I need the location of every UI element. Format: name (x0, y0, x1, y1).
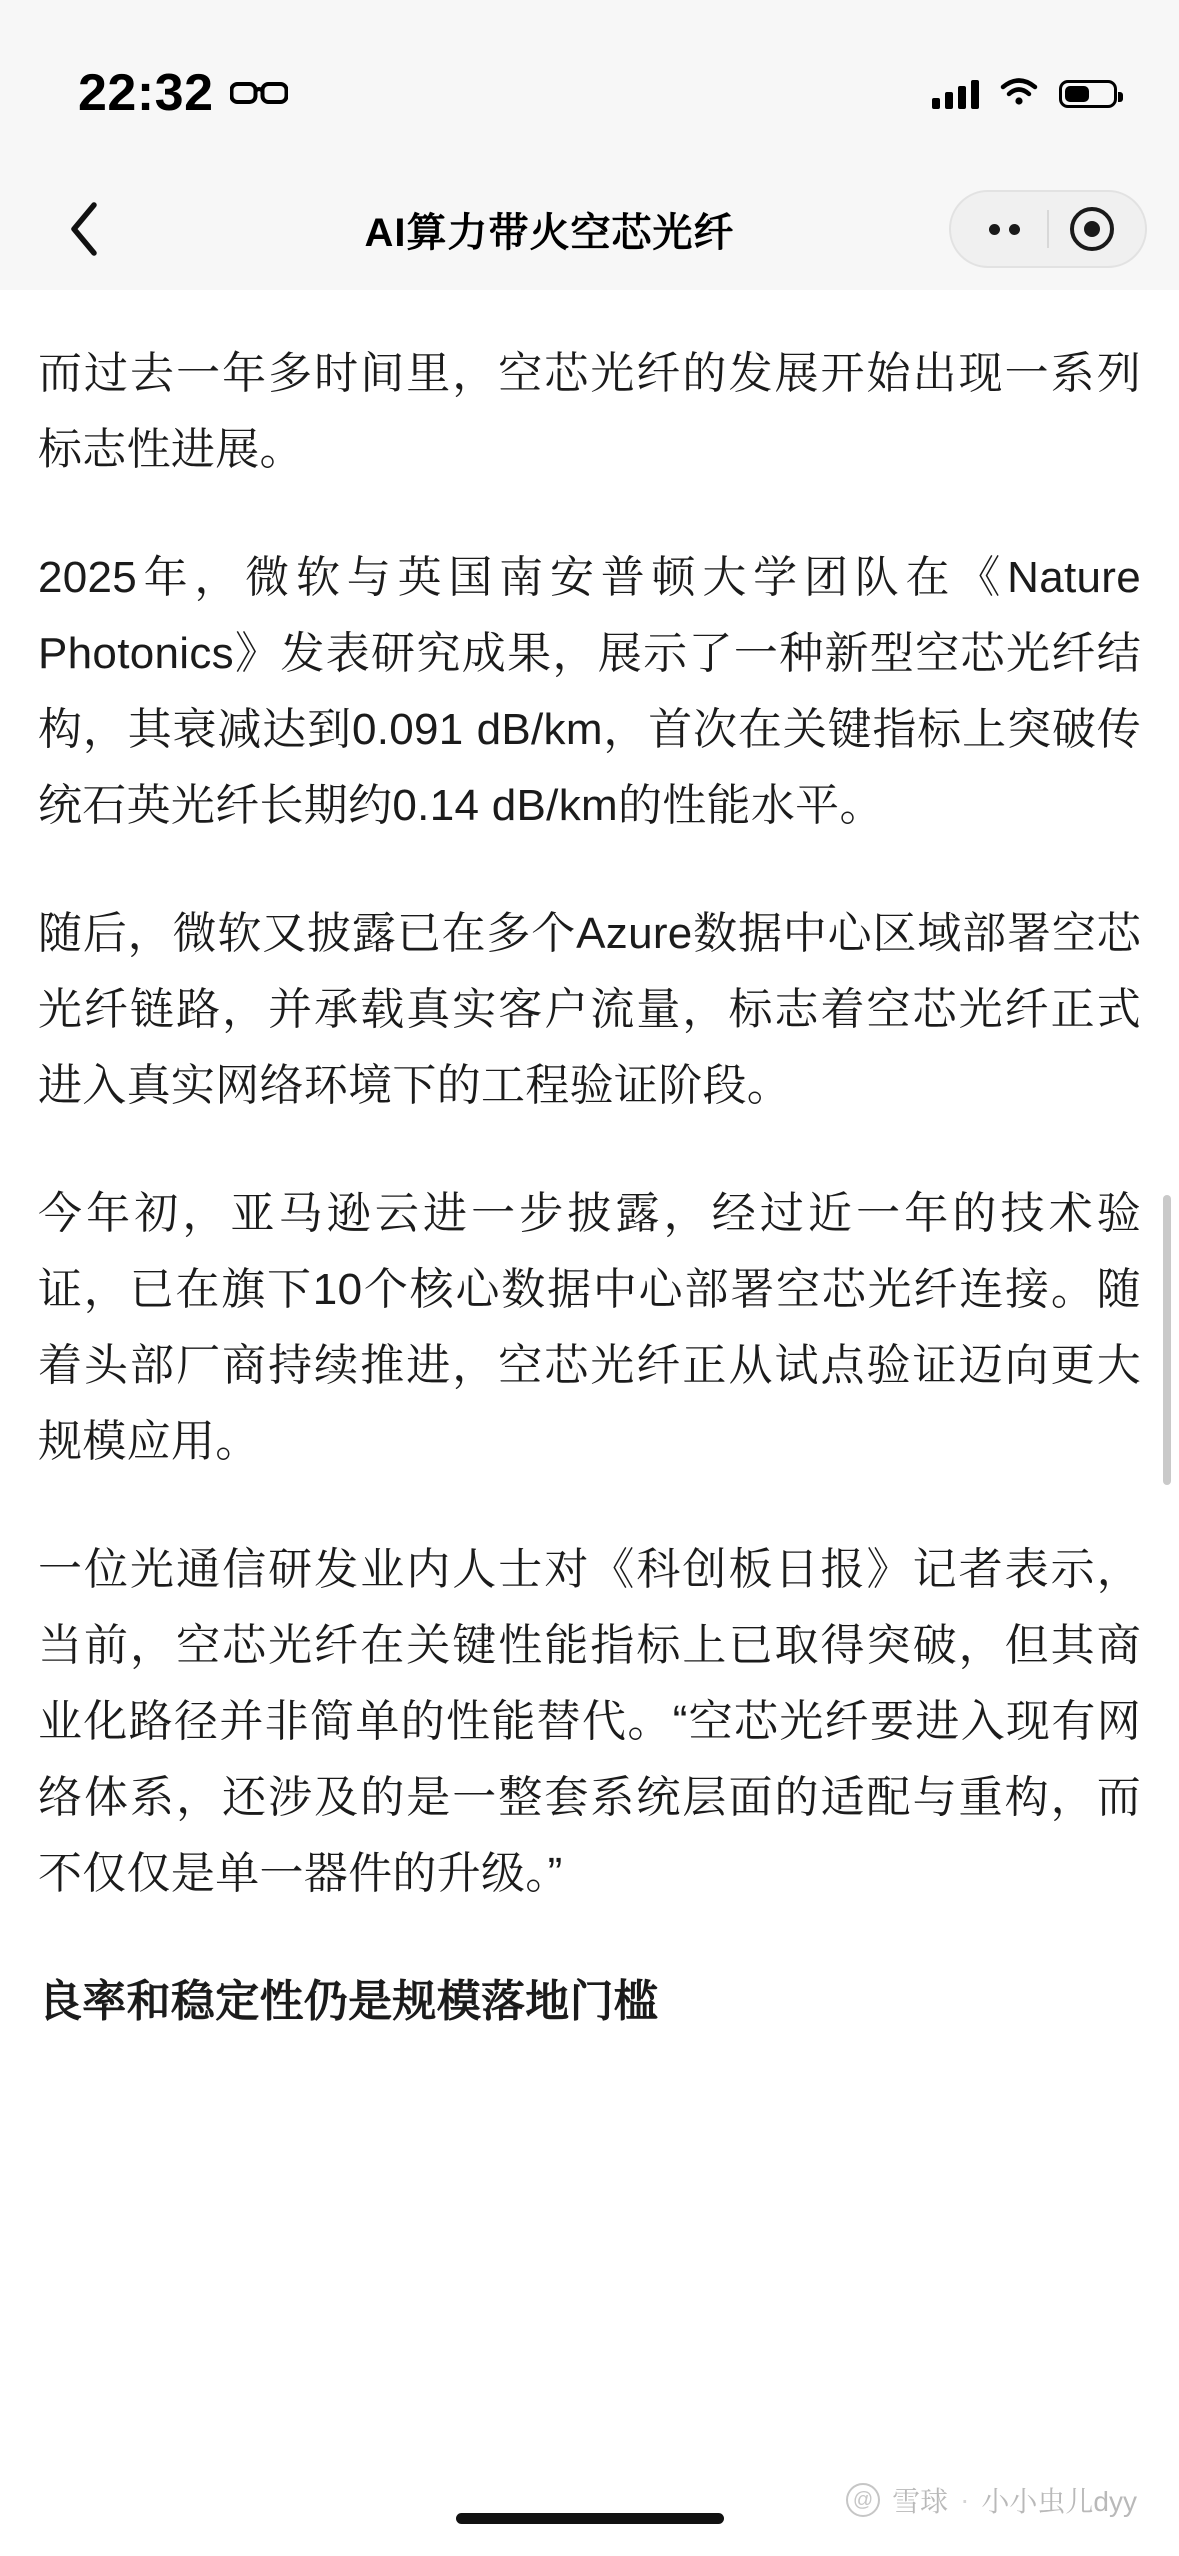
glasses-icon (230, 56, 288, 113)
article-paragraph: 一位光通信研发业内人士对《科创板日报》记者表示，当前，空芯光纤在关键性能指标上已取得突破，但其商业化路径并非简单的性能替代。“空芯光纤要进入现有网络体系，还涉及的是一整套系统层面的适配与重构，而不仅仅是单一器件的升级。” (38, 1545, 1141, 1898)
more-dots-icon[interactable] (961, 190, 1047, 268)
watermark-source: 雪球 (892, 2486, 949, 2517)
target-icon[interactable] (1049, 190, 1135, 268)
battery-icon (1059, 80, 1117, 108)
watermark-user: 小小虫儿dyy (981, 2486, 1137, 2517)
status-bar (0, 0, 1179, 168)
page-title: AI算力带火空芯光纤 (364, 210, 735, 255)
watermark-logo-icon: @ (846, 2483, 880, 2517)
section-heading: 良率和稳定性仍是规模落地门槛 (38, 1977, 659, 2026)
scrollbar[interactable] (1163, 1195, 1171, 1485)
footer-bar (0, 2456, 1179, 2556)
watermark-separator: · (960, 2484, 970, 2515)
article-paragraph: 而过去一年多时间里，空芯光纤的发展开始出现一系列标志性进展。 (38, 349, 1141, 474)
back-button[interactable] (48, 193, 120, 265)
status-bar-left (78, 49, 288, 122)
cellular-signal-icon (932, 79, 979, 109)
watermark (846, 2480, 1137, 2520)
wifi-icon (999, 77, 1039, 112)
article-paragraph: 今年初，亚马逊云进一步披露，经过近一年的技术验证，已在旗下10个核心数据中心部署空芯光纤连接。随着头部厂商持续推进，空芯光纤正从试点验证迈向更大规模应用。 (38, 1189, 1141, 1466)
nav-action-group (949, 190, 1147, 268)
navigation-bar (0, 168, 1179, 290)
article-content[interactable] (0, 290, 1179, 2556)
article-paragraph: 2025年，微软与英国南安普顿大学团队在《Nature Photonics》发表研究成果，展示了一种新型空芯光纤结构，其衰减达到0.091 dB/km，首次在关键指标上突破传统石英光纤长期约0.14 dB/km的性能水平。 (38, 553, 1141, 830)
chevron-left-icon (67, 200, 101, 258)
home-indicator[interactable] (456, 2513, 724, 2524)
status-time: 22:32 (78, 64, 214, 122)
status-bar-right (932, 57, 1117, 112)
article-paragraph: 随后，微软又披露已在多个Azure数据中心区域部署空芯光纤链路，并承载真实客户流量，标志着空芯光纤正式进入真实网络环境下的工程验证阶段。 (38, 909, 1141, 1110)
